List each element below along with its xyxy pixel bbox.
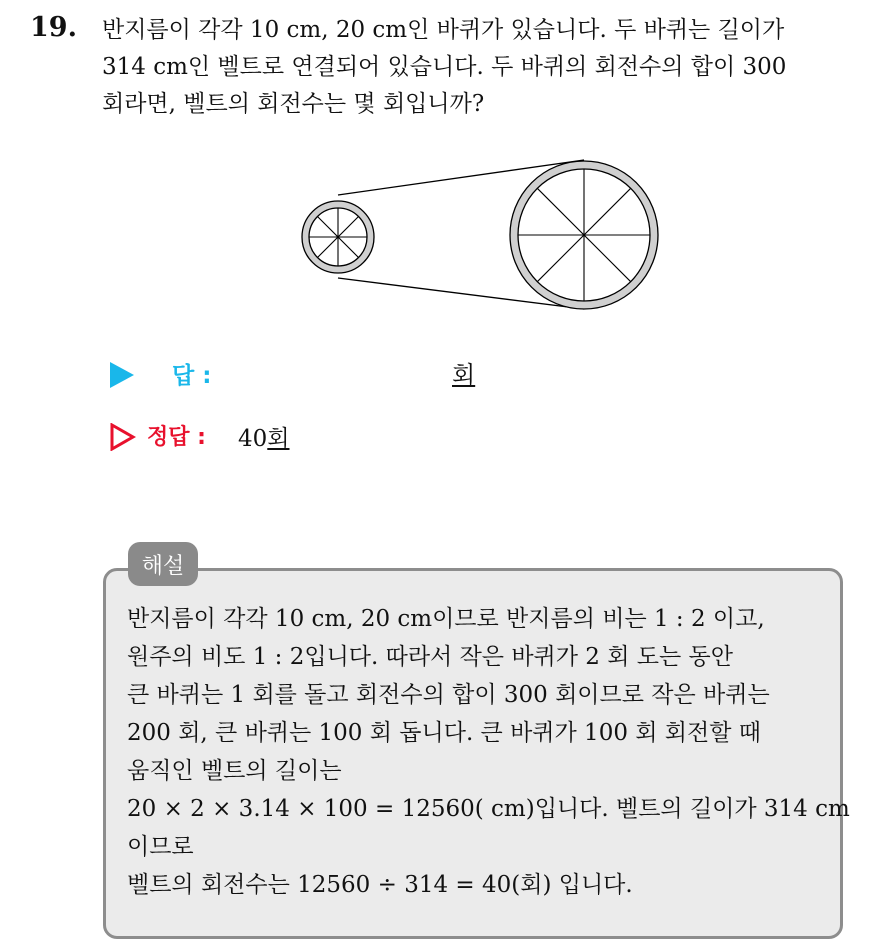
question-line: 반지름이 각각 10 cm, 20 cm인 바퀴가 있습니다. 두 바퀴는 길이가 bbox=[102, 17, 785, 43]
solution-text bbox=[127, 600, 850, 904]
correct-answer-value bbox=[238, 420, 290, 453]
belt-wheel-diagram bbox=[290, 155, 670, 315]
small-wheel bbox=[302, 201, 374, 273]
correct-answer-label: 정답 : bbox=[147, 425, 206, 450]
question-text bbox=[102, 12, 862, 123]
question-line: 회라면, 벨트의 회전수는 몇 회입니까? bbox=[102, 91, 485, 117]
outline-play-icon bbox=[110, 423, 136, 451]
solution-tab: 해설 bbox=[128, 542, 198, 586]
solution-line: 200 회, 큰 바퀴는 100 회 돕니다. 큰 바퀴가 100 회 회전할 때 bbox=[127, 720, 761, 746]
correct-answer-number: 40 bbox=[238, 426, 268, 452]
solution-line: 큰 바퀴는 1 회를 돌고 회전수의 합이 300 회이므로 작은 바퀴는 bbox=[127, 682, 770, 708]
correct-answer-unit: 회 bbox=[267, 426, 290, 452]
play-arrow-icon bbox=[110, 362, 134, 388]
solution-line: 원주의 비도 1 : 2입니다. 따라서 작은 바퀴가 2 회 도는 동안 bbox=[127, 644, 733, 670]
solution-line: 반지름이 각각 10 cm, 20 cm이므로 반지름의 비는 1 : 2 이고, bbox=[127, 606, 765, 632]
answer-row bbox=[110, 355, 610, 395]
large-wheel bbox=[510, 161, 658, 309]
correct-answer-row bbox=[110, 418, 510, 458]
question-line: 314 cm인 벨트로 연결되어 있습니다. 두 바퀴의 회전수의 합이 300 bbox=[102, 54, 787, 80]
question-number: 19. bbox=[30, 12, 77, 43]
solution-line: 움직인 벨트의 길이는 bbox=[127, 758, 342, 784]
answer-label: 답 : bbox=[172, 363, 212, 389]
solution-line: 벨트의 회전수는 12560 ÷ 314 = 40(회) 입니다. bbox=[127, 872, 633, 898]
solution-line: 이므로 bbox=[127, 834, 194, 860]
answer-unit: 회 bbox=[452, 361, 476, 389]
solution-line: 20 × 2 × 3.14 × 100 = 12560( cm)입니다. 벨트의 길이가 314 cm bbox=[127, 796, 850, 822]
